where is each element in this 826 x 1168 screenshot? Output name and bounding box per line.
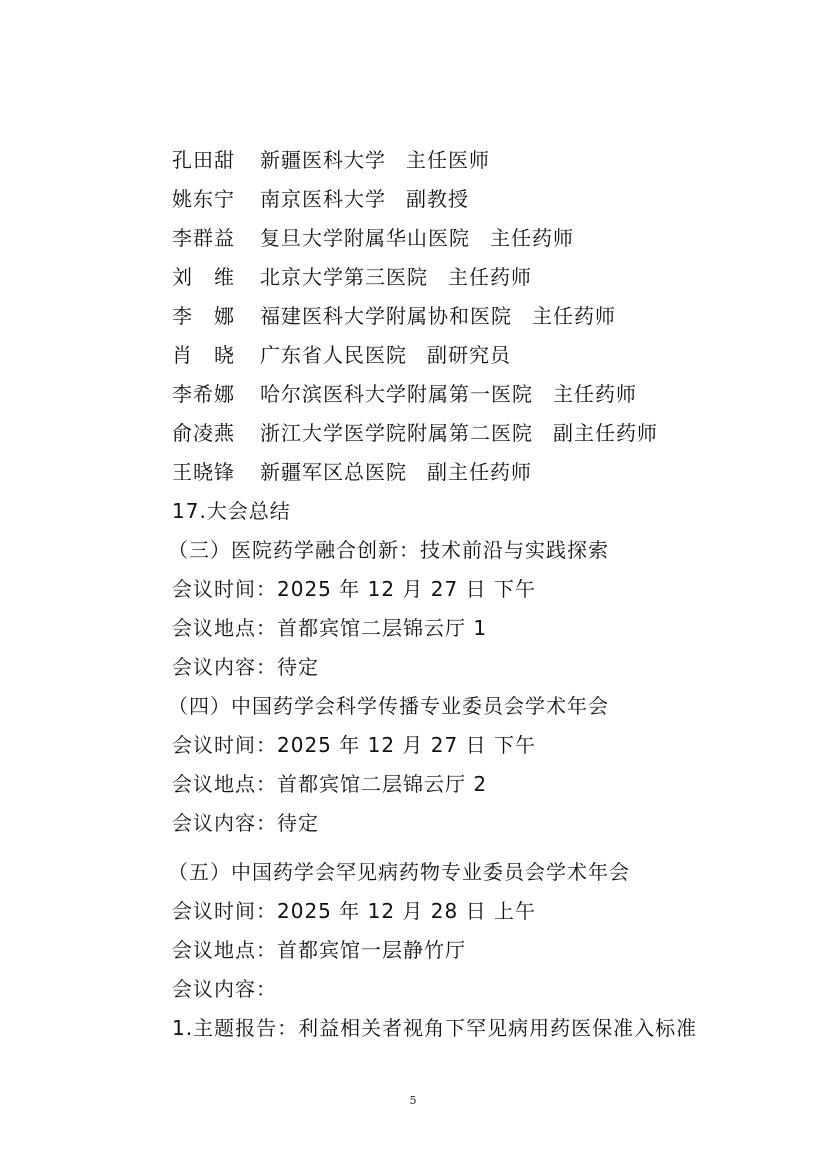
member-org: 广东省人民医院 [260,343,407,367]
member-name: 姚东宁 [172,187,235,211]
member-row [172,337,511,373]
member-title: 副教授 [406,187,469,211]
member-title: 主任药师 [448,265,532,289]
section-3-time: 会议时间：2025 年 12 月 27 日 下午 [172,577,536,601]
member-row [172,415,658,451]
member-org: 福建医科大学附属协和医院 [260,304,512,328]
member-title: 副主任药师 [427,460,532,484]
section-5-heading: （五）中国药学会罕见病药物专业委员会学术年会 [168,860,630,884]
member-name: 李希娜 [172,382,235,406]
member-name: 肖 晓 [172,343,235,367]
member-name: 李 娜 [172,304,235,328]
member-row [172,259,532,295]
member-org: 浙江大学医学院附属第二医院 [260,421,533,445]
member-org: 南京医科大学 [260,187,386,211]
section-5-item-1: 1.主题报告：利益相关者视角下罕见病用药医保准入标准 [172,1016,698,1040]
member-title: 副研究员 [427,343,511,367]
section-4-time: 会议时间：2025 年 12 月 27 日 下午 [172,733,536,757]
member-org: 新疆军区总医院 [260,460,407,484]
section-3-place: 会议地点：首都宾馆二层锦云厅 1 [172,616,488,640]
section-5-place: 会议地点：首都宾馆一层静竹厅 [172,938,466,962]
member-org: 哈尔滨医科大学附属第一医院 [260,382,533,406]
member-name: 孔田甜 [172,148,235,172]
member-title: 主任药师 [553,382,637,406]
member-title: 主任药师 [532,304,616,328]
section-5-content: 会议内容： [172,977,277,1001]
member-name: 俞凌燕 [172,421,235,445]
page-number: 5 [409,1094,417,1107]
member-row [172,181,469,217]
section-5-time: 会议时间：2025 年 12 月 28 日 上午 [172,899,536,923]
member-row [172,142,490,178]
section-4-heading: （四）中国药学会科学传播专业委员会学术年会 [168,694,609,718]
member-title: 副主任药师 [553,421,658,445]
member-title: 主任医师 [406,148,490,172]
section-4-content: 会议内容：待定 [172,811,319,835]
member-name: 刘 维 [172,265,235,289]
member-name: 王晓锋 [172,460,235,484]
member-row [172,220,574,256]
member-row [172,454,532,490]
member-org: 复旦大学附属华山医院 [260,226,470,250]
member-name: 李群益 [172,226,235,250]
member-title: 主任药师 [490,226,574,250]
member-row [172,298,616,334]
agenda-item-17: 17.大会总结 [172,499,291,523]
section-3-heading: （三）医院药学融合创新：技术前沿与实践探索 [168,538,609,562]
member-org: 新疆医科大学 [260,148,386,172]
member-row [172,376,637,412]
section-4-place: 会议地点：首都宾馆二层锦云厅 2 [172,772,488,796]
section-3-content: 会议内容：待定 [172,655,319,679]
member-org: 北京大学第三医院 [260,265,428,289]
